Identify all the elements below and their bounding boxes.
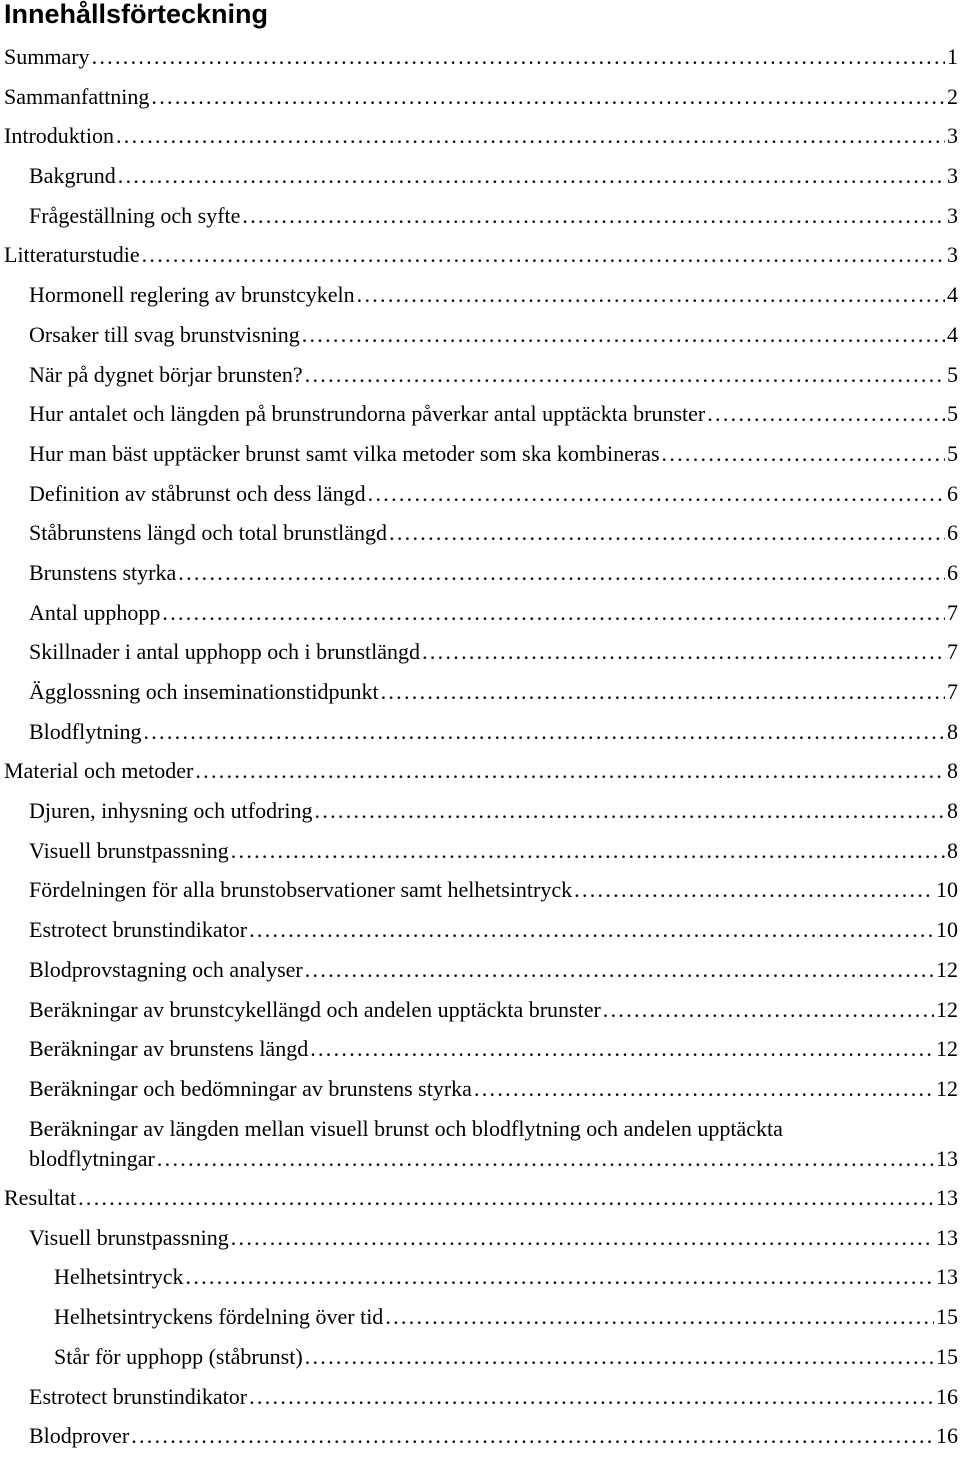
toc-entry[interactable] xyxy=(0,677,960,717)
toc-entry-text: Antal upphopp xyxy=(29,599,161,625)
toc-page-number: 1 xyxy=(947,44,958,69)
toc-entry-text: Estrotect brunstindikator xyxy=(29,917,248,943)
toc-page-number: 3 xyxy=(947,163,958,189)
toc-page-number: 6 xyxy=(947,520,958,546)
dot-leader xyxy=(305,955,934,985)
toc-entry[interactable] xyxy=(0,121,960,161)
toc-entry-text: Visuell brunstpassning xyxy=(29,837,229,863)
toc-entry-text: Summary xyxy=(4,44,90,69)
toc-entry-text: Står för upphopp (ståbrunst) xyxy=(54,1343,303,1369)
toc-page-number: 3 xyxy=(947,242,958,268)
toc-entry-text: Beräkningar av längden mellan visuell brunst och blodflytning och andelen upptäckta xyxy=(29,1115,783,1141)
toc-entry-text: Visuell brunstpassning xyxy=(29,1224,229,1250)
toc-page-number: 8 xyxy=(947,718,958,744)
dot-leader xyxy=(357,280,945,310)
toc-page-number: 4 xyxy=(947,282,958,308)
toc-page-number: 5 xyxy=(947,401,958,427)
toc-page-number: 4 xyxy=(947,321,958,347)
toc-entry-text: När på dygnet börjar brunsten? xyxy=(29,361,303,387)
toc-entry[interactable] xyxy=(0,240,960,280)
toc-page-number: 16 xyxy=(936,1383,958,1409)
toc-entry[interactable] xyxy=(0,1382,960,1422)
dot-leader xyxy=(242,201,945,231)
toc-entry-text: Bakgrund xyxy=(29,163,116,189)
toc-page-number: 6 xyxy=(947,559,958,585)
toc-entry[interactable] xyxy=(0,717,960,757)
toc-page-number: 13 xyxy=(936,1145,958,1171)
toc-page-number: 7 xyxy=(947,679,958,704)
toc-page-number: 10 xyxy=(936,917,958,943)
dot-leader xyxy=(249,915,934,945)
toc-entry[interactable] xyxy=(0,1342,960,1382)
toc-entry-text: Introduktion xyxy=(4,123,114,149)
toc-page-number: 3 xyxy=(947,123,958,149)
toc-page-number: 12 xyxy=(936,1036,958,1062)
dot-leader xyxy=(315,796,945,826)
toc-entry-text: Litteraturstudie xyxy=(4,242,140,268)
toc-entry[interactable] xyxy=(0,558,960,598)
toc-page-number: 13 xyxy=(936,1185,958,1211)
dot-leader xyxy=(249,1382,934,1412)
dot-leader xyxy=(389,518,945,548)
toc-entry[interactable] xyxy=(0,836,960,876)
toc-entry[interactable] xyxy=(0,360,960,400)
toc-page-number: 15 xyxy=(936,1304,958,1330)
dot-leader xyxy=(381,677,945,707)
toc-page-number: 12 xyxy=(936,1075,958,1101)
toc-page-number: 7 xyxy=(947,599,958,625)
dot-leader xyxy=(662,439,945,469)
toc-page-number: 10 xyxy=(936,877,958,903)
toc-page-number: 12 xyxy=(936,996,958,1022)
toc-page-number: 6 xyxy=(947,480,958,506)
toc-entry-text: Helhetsintryck xyxy=(54,1264,184,1290)
toc-entry-text: Skillnader i antal upphopp och i brunstlängd xyxy=(29,639,421,665)
toc-entry[interactable] xyxy=(0,1302,960,1342)
toc-entry[interactable] xyxy=(0,995,960,1035)
toc-entry[interactable] xyxy=(0,875,960,915)
toc-entry-text: Material och metoder xyxy=(4,758,194,784)
toc-page-number: 16 xyxy=(936,1423,958,1449)
dot-leader xyxy=(131,1421,934,1451)
toc-entry[interactable] xyxy=(0,399,960,439)
toc-entry[interactable] xyxy=(0,1421,960,1461)
toc-entry-text: Hur man bäst upptäcker brunst samt vilka metoder som ska kombineras xyxy=(29,440,660,466)
toc-page-number: 8 xyxy=(947,798,958,824)
toc-entry[interactable] xyxy=(0,1114,960,1184)
dot-leader xyxy=(118,161,945,191)
dot-leader xyxy=(231,1223,934,1253)
toc-entry-text: Ståbrunstens längd och total brunstlängd xyxy=(29,520,388,546)
dot-leader xyxy=(305,360,945,390)
toc-entry-text: Resultat xyxy=(4,1185,77,1211)
toc-page-number: 15 xyxy=(936,1343,958,1369)
toc-page-number: 2 xyxy=(947,83,958,109)
toc-entry[interactable] xyxy=(0,42,960,82)
dot-leader xyxy=(574,875,934,905)
toc-entry[interactable] xyxy=(0,1034,960,1074)
toc-entry-text: Beräkningar av brunstcykellängd och andelen upptäckta brunster xyxy=(29,996,601,1022)
dot-leader xyxy=(78,1183,934,1213)
dot-leader xyxy=(385,1302,934,1332)
toc-entry-text: Sammanfattning xyxy=(4,83,150,109)
toc-entry-text: Definition av ståbrunst och dess längd xyxy=(29,480,366,506)
dot-leader xyxy=(157,1144,934,1174)
toc-page-number: 7 xyxy=(947,639,958,665)
toc-entry-text: Hormonell reglering av brunstcykeln xyxy=(29,282,355,308)
dot-leader xyxy=(474,1074,934,1104)
toc-entry[interactable] xyxy=(0,1223,960,1263)
toc-entry[interactable] xyxy=(0,439,960,479)
toc-entry[interactable] xyxy=(0,82,960,122)
toc-entry[interactable] xyxy=(0,320,960,360)
dot-leader xyxy=(422,637,945,667)
toc-entry-text: Fördelningen för alla brunstobservationer samt helhetsintryck xyxy=(29,877,573,903)
dot-leader xyxy=(305,1342,934,1372)
toc-entry-text: Blodprovstagning och analyser xyxy=(29,956,303,982)
toc-page-number: 5 xyxy=(947,440,958,466)
toc-page-number: 8 xyxy=(947,758,958,784)
toc-entry[interactable] xyxy=(0,1074,960,1114)
toc-entry[interactable] xyxy=(0,955,960,995)
toc-page-number: 3 xyxy=(947,202,958,228)
dot-leader xyxy=(178,558,945,588)
dot-leader xyxy=(302,320,945,350)
toc-entry[interactable] xyxy=(0,1183,960,1223)
dot-leader xyxy=(142,240,945,270)
toc-entry[interactable] xyxy=(0,637,960,677)
toc-entry[interactable] xyxy=(0,479,960,519)
toc-entry[interactable] xyxy=(0,756,960,796)
toc-page-number: 13 xyxy=(936,1264,958,1290)
toc-entry-text: Beräkningar av brunstens längd xyxy=(29,1036,309,1062)
dot-leader xyxy=(707,399,945,429)
toc-entry-text-continued: blodflytningar xyxy=(29,1145,155,1171)
toc-entry-text: Frågeställning och syfte xyxy=(29,202,241,228)
toc-entry[interactable] xyxy=(0,915,960,955)
dot-leader xyxy=(603,995,934,1025)
dot-leader xyxy=(310,1034,934,1064)
toc-entry-text: Estrotect brunstindikator xyxy=(29,1383,248,1409)
toc-entry-text: Hur antalet och längden på brunstrundorna påverkar antal upptäckta brunster xyxy=(29,401,706,427)
toc-entry-text: Blodprover xyxy=(29,1423,130,1449)
dot-leader xyxy=(143,717,945,747)
toc-entry-text: Djuren, inhysning och utfodring xyxy=(29,798,313,824)
toc-list xyxy=(0,42,960,1461)
toc-entry-text: Ägglossning och inseminationstidpunkt xyxy=(29,679,379,704)
toc-page-number: 8 xyxy=(947,837,958,863)
toc-entry-text: Blodflytning xyxy=(29,718,142,744)
toc-page-number: 5 xyxy=(947,361,958,387)
toc-entry[interactable] xyxy=(0,1262,960,1302)
dot-leader xyxy=(92,42,945,72)
toc-entry-text: Orsaker till svag brunstvisning xyxy=(29,321,300,347)
toc-title: Innehållsförteckning xyxy=(4,0,269,29)
toc-entry[interactable] xyxy=(0,280,960,320)
toc-page-number: 13 xyxy=(936,1224,958,1250)
toc-entry[interactable] xyxy=(0,796,960,836)
dot-leader xyxy=(368,479,945,509)
toc-entry-text: Beräkningar och bedömningar av brunstens styrka xyxy=(29,1075,472,1101)
dot-leader xyxy=(195,756,945,786)
toc-entry[interactable] xyxy=(0,201,960,241)
toc-entry-text: Helhetsintryckens fördelning över tid xyxy=(54,1304,384,1330)
toc-entry[interactable] xyxy=(0,598,960,638)
toc-page-number: 12 xyxy=(936,956,958,982)
toc-entry-text: Brunstens styrka xyxy=(29,559,177,585)
dot-leader xyxy=(162,598,945,628)
toc-entry[interactable] xyxy=(0,161,960,201)
toc-entry[interactable] xyxy=(0,518,960,558)
dot-leader xyxy=(231,836,945,866)
dot-leader xyxy=(186,1262,934,1292)
dot-leader xyxy=(116,121,945,151)
dot-leader xyxy=(151,82,945,112)
